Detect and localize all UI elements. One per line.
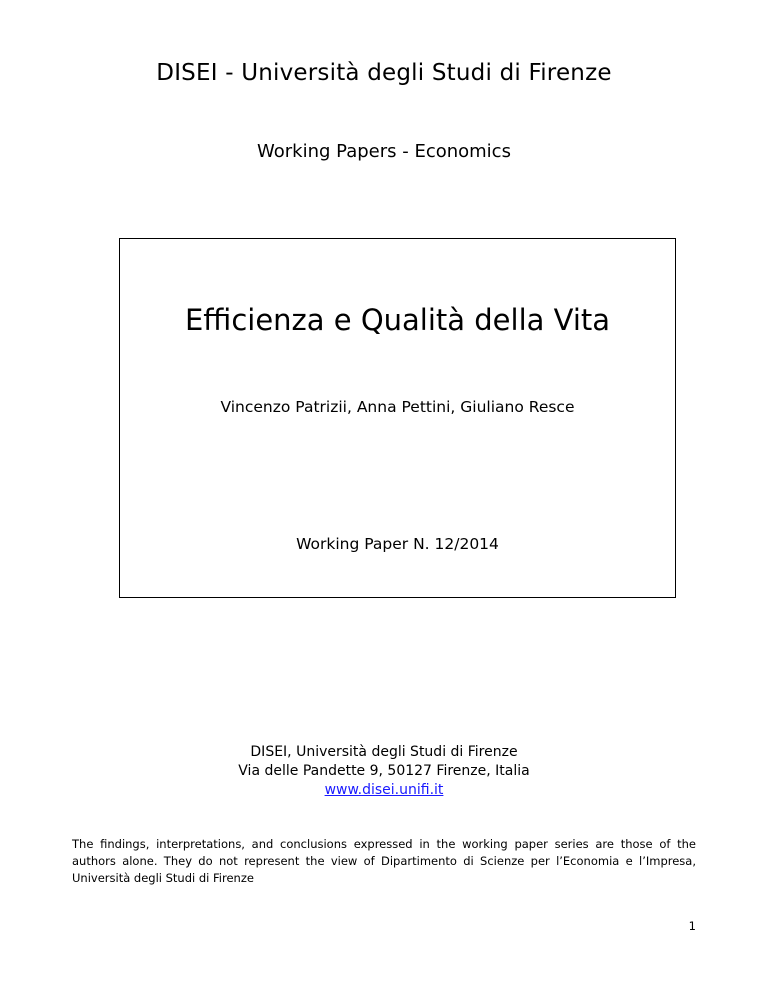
disclaimer-text: The findings, interpretations, and conclusions expressed in the working paper series are those of the authors alone. They do not represent the view of Dipartimento di Scienze per l’Economia e l’Impresa, Università degli Studi di Firenze	[72, 837, 696, 885]
title-box	[119, 238, 676, 598]
address-block	[0, 743, 768, 800]
paper-authors: Vincenzo Patrizii, Anna Pettini, Giuliano Resce	[220, 398, 575, 416]
institution-header: DISEI - Università degli Studi di Firenze	[156, 60, 612, 86]
address-street: Via delle Pandette 9, 50127 Firenze, Italia	[238, 763, 530, 779]
paper-title: Efficienza e Qualità della Vita	[184, 303, 611, 337]
working-paper-number: Working Paper N. 12/2014	[296, 535, 499, 553]
page-number: 1	[688, 919, 696, 933]
website-link[interactable]: www.disei.unifi.it	[324, 782, 444, 798]
address-institution: DISEI, Università degli Studi di Firenze	[250, 744, 518, 760]
series-title: Working Papers - Economics	[257, 141, 511, 162]
